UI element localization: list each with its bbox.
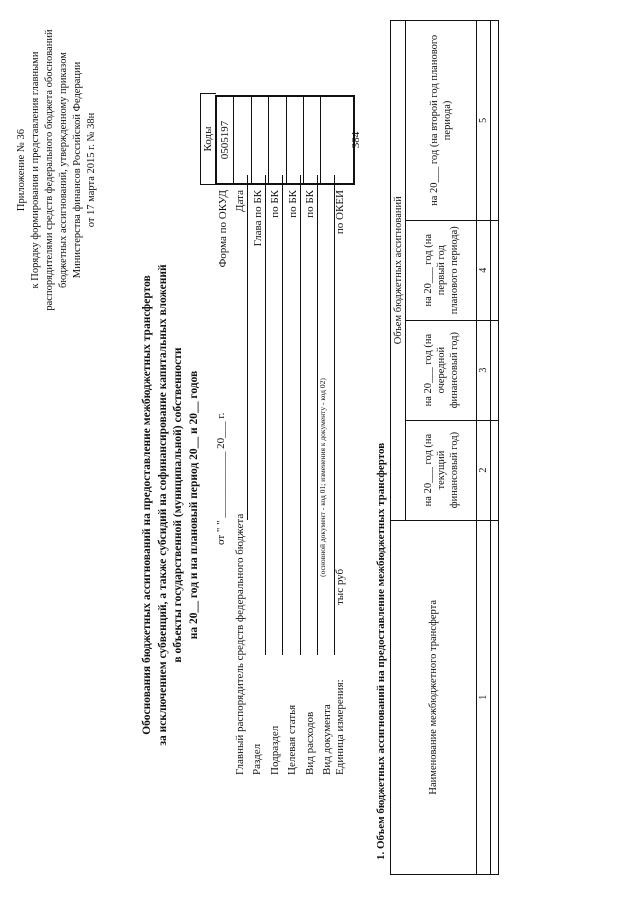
column-numbers-row [477, 21, 491, 875]
code-bk-3 [304, 97, 321, 183]
field-label: Вид документа [320, 704, 333, 775]
field-label: Раздел [251, 743, 264, 775]
field-target-article [285, 175, 302, 775]
allocations-table [390, 20, 499, 875]
appendix-line: от 17 марта 2015 г. № 38н [86, 112, 97, 228]
unit-value: тыс руб [334, 568, 346, 605]
header-allocations-group: Объем бюджетных ассигнований [391, 21, 406, 521]
table-cell[interactable] [491, 320, 499, 420]
document-type-note: (основной документ - код 01; изменения к документу - код 02) [318, 378, 327, 577]
unit-label: Единица измерения: [334, 679, 346, 775]
appendix-line: распорядителями средств федерального бюджета обоснований [44, 29, 55, 311]
header-plan-year-1: на 20___ год (на первый год планового периода) [406, 220, 477, 320]
appendix-line: Приложение № 36 [16, 128, 27, 212]
codes-box [215, 95, 363, 185]
column-number: 1 [477, 520, 491, 874]
column-number: 5 [477, 21, 491, 221]
header-next-year: на 20___ год (на очередной финансовый год) [406, 320, 477, 420]
table-cell[interactable] [491, 520, 499, 874]
field-label: Главный распорядитель средств федерального бюджета [234, 513, 246, 775]
appendix-line: Министерства финансов Российской Федерации [72, 61, 83, 279]
title-line: на 20__ год и на плановый период 20__ и 20__ годов [187, 370, 200, 640]
date-line: от " " ____________ 20___ г. [215, 412, 227, 545]
field-label: Целевая статья [286, 704, 299, 775]
field-line[interactable] [265, 175, 266, 655]
codes-header: Коды [200, 93, 216, 185]
label-bk: по БК [286, 190, 299, 218]
field-line[interactable] [300, 175, 301, 655]
header-transfer-name: Наименование межбюджетного трансферта [391, 520, 477, 874]
appendix-note [15, 10, 99, 330]
field-label: Вид расходов [303, 711, 316, 775]
field-chief-manager [233, 175, 250, 775]
label-bk: по БК [303, 190, 316, 218]
label-okei: по ОКЕИ [334, 190, 346, 235]
field-line[interactable] [282, 175, 283, 655]
field-subsection [268, 175, 285, 775]
field-label: Подраздел [268, 725, 281, 775]
appendix-line: бюджетных ассигнований, утвержденному приказом [58, 52, 69, 288]
label-date: Дата [234, 190, 247, 212]
form-title [140, 225, 202, 785]
code-chapter [252, 97, 269, 183]
header-plan-year-2: на 20___ год (на второй год планового периода) [406, 21, 477, 221]
column-number: 3 [477, 320, 491, 420]
title-line: Обоснования бюджетных ассигнований на предоставление межбюджетных трансфертов [141, 275, 153, 735]
title-line: в объекты государственной (муниципальной) собственности [172, 347, 184, 663]
code-okud: 0505197 [217, 97, 234, 183]
column-number: 4 [477, 220, 491, 320]
column-number: 2 [477, 420, 491, 520]
label-okud: Форма по ОКУД [217, 190, 229, 268]
code-date [234, 97, 251, 183]
code-bk-2 [287, 97, 304, 183]
code-okei: 384 [350, 131, 363, 149]
table-row [491, 21, 499, 875]
table-cell[interactable] [491, 21, 499, 221]
label-bk: по БК [269, 190, 282, 218]
title-line: за исключением субвенций, а также субсидий на софинансирование капитальных вложений [156, 264, 169, 746]
appendix-line: к Порядку формирования и представления главными [30, 51, 41, 289]
table-cell[interactable] [491, 220, 499, 320]
table-cell[interactable] [491, 420, 499, 520]
label-chapter: Глава по БК [251, 190, 264, 247]
code-bk-1 [269, 97, 286, 183]
header-current-year: на 20___ год (на текущий финансовый год) [406, 420, 477, 520]
field-line[interactable] [247, 175, 248, 520]
section-heading: 1. Объем бюджетных ассигнований на предоставление межбюджетных трансфертов [375, 442, 387, 860]
field-section [250, 175, 267, 775]
